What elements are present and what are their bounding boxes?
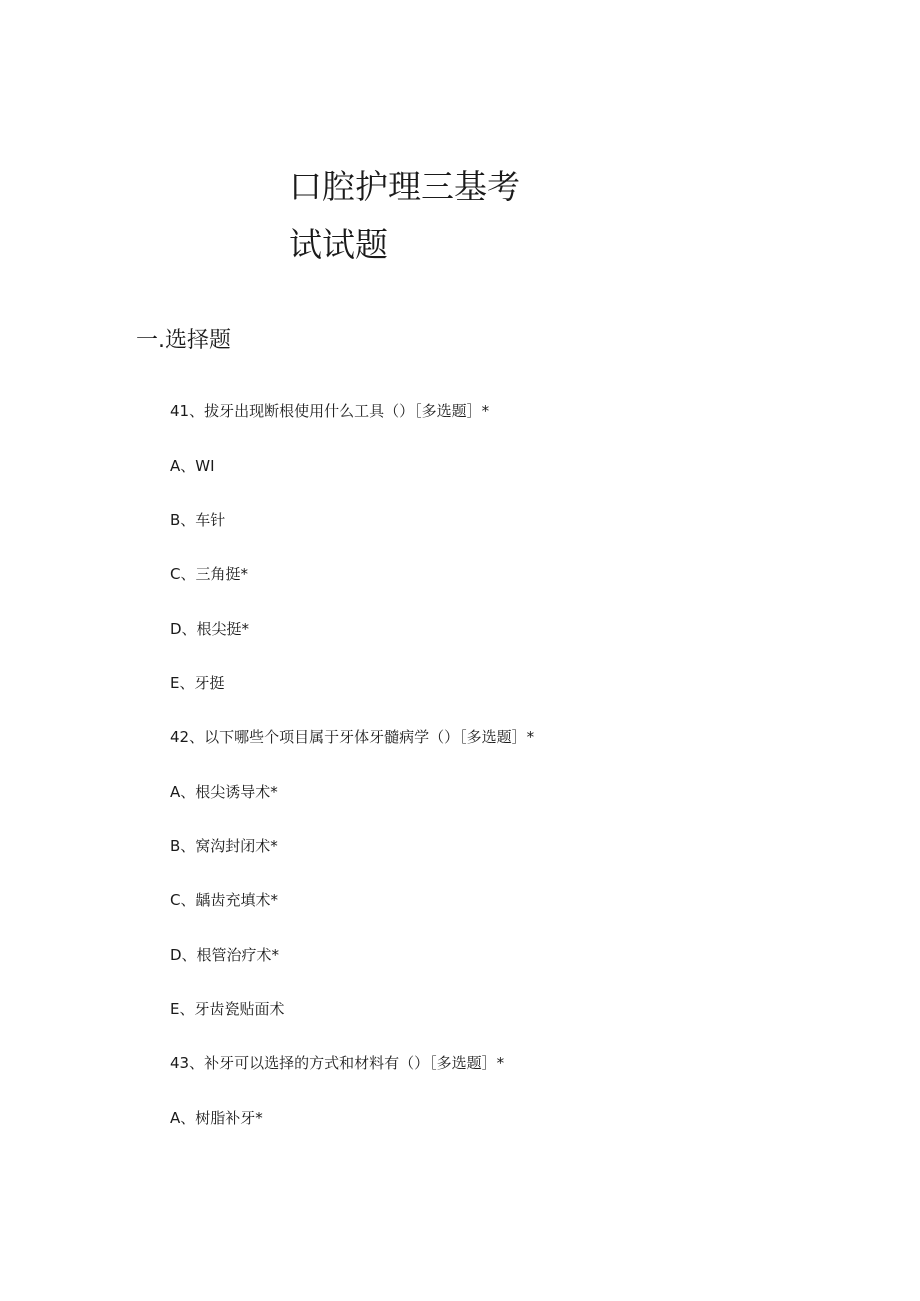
question-42: 42、以下哪些个项目属于牙体牙髓病学（）［多选题］* bbox=[170, 728, 535, 746]
option-42-c: C、龋齿充填术* bbox=[170, 891, 278, 909]
option-41-b: B、车针 bbox=[170, 511, 226, 529]
question-43: 43、补牙可以选择的方式和材料有（）［多选题］* bbox=[170, 1054, 505, 1072]
option-41-d: D、根尖挺* bbox=[170, 620, 250, 638]
option-41-e: E、牙挺 bbox=[170, 674, 225, 692]
option-43-a: A、树脂补牙* bbox=[170, 1109, 263, 1127]
option-42-e: E、牙齿瓷贴面术 bbox=[170, 1000, 285, 1018]
section-heading: 一.选择题 bbox=[136, 328, 231, 353]
option-41-a: A、WI bbox=[170, 457, 215, 475]
option-42-b: B、窝沟封闭术* bbox=[170, 837, 278, 855]
document-title-line-2: 试试题 bbox=[289, 225, 388, 264]
question-41: 41、拔牙出现断根使用什么工具（）［多选题］* bbox=[170, 402, 490, 420]
document-title-line-1: 口腔护理三基考 bbox=[289, 167, 520, 206]
option-41-c: C、三角挺* bbox=[170, 565, 248, 583]
option-42-a: A、根尖诱导术* bbox=[170, 783, 278, 801]
option-42-d: D、根管治疗术* bbox=[170, 946, 280, 964]
